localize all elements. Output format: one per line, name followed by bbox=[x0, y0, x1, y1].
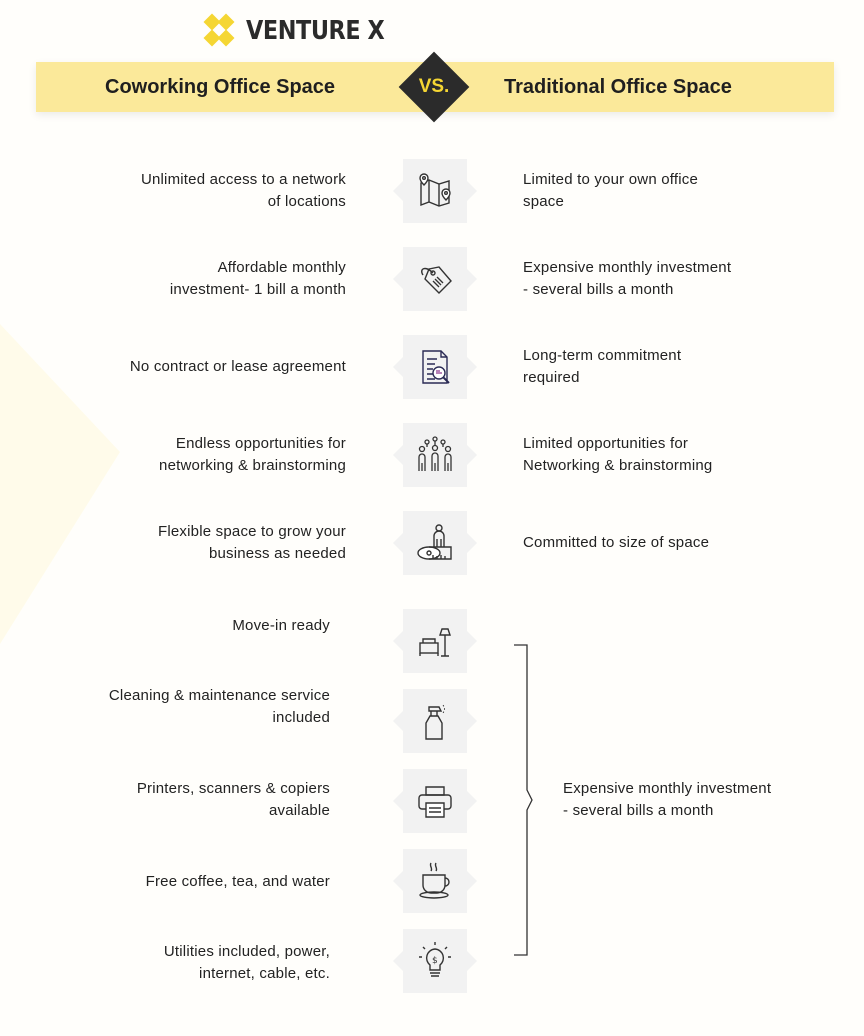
row-5-traditional: Committed to size of space bbox=[523, 534, 710, 551]
person-measure-icon bbox=[403, 511, 467, 575]
traditional-heading: Traditional Office Space bbox=[504, 76, 732, 98]
row-3-traditional: Long-term commitment required bbox=[523, 347, 682, 386]
svg-text:$: $ bbox=[432, 956, 438, 966]
spray-bottle-icon bbox=[403, 689, 467, 753]
row-1-coworking: Unlimited access to a network of locations bbox=[140, 171, 346, 210]
row-4-coworking: Endless opportunities for networking & brainstorming bbox=[159, 435, 346, 474]
coffee-cup-icon bbox=[403, 849, 467, 913]
row-2-coworking: Affordable monthly investment- 1 bill a month bbox=[169, 259, 346, 298]
group-traditional: Expensive monthly investment - several bills a month bbox=[563, 780, 772, 819]
row-1-traditional: Limited to your own office space bbox=[523, 171, 699, 210]
vs-label: VS. bbox=[418, 76, 450, 97]
contract-search-icon bbox=[403, 335, 467, 399]
row-4-traditional: Limited opportunities for Networking & brainstorming bbox=[523, 435, 713, 474]
group-row-4-coworking: Free coffee, tea, and water bbox=[145, 873, 330, 890]
group-row-2-coworking: Cleaning & maintenance service included bbox=[108, 687, 330, 726]
vs-badge bbox=[398, 51, 470, 123]
venture-x-logo bbox=[206, 14, 407, 48]
group-bracket bbox=[514, 644, 540, 956]
coworking-heading: Coworking Office Space bbox=[105, 76, 336, 98]
group-row-3-coworking: Printers, scanners & copiers available bbox=[136, 780, 330, 819]
row-5-coworking: Flexible space to grow your business as needed bbox=[158, 523, 346, 562]
lightbulb-dollar-icon bbox=[403, 929, 467, 993]
row-2-traditional: Expensive monthly investment - several bills a month bbox=[523, 259, 732, 298]
group-row-1-coworking: Move-in ready bbox=[232, 617, 330, 634]
brand-name: VENTURE X bbox=[246, 16, 385, 46]
background-accent bbox=[0, 260, 120, 740]
logo-diamonds-icon bbox=[206, 14, 240, 48]
map-icon bbox=[403, 159, 467, 223]
group-row-5-coworking: Utilities included, power, internet, cable, etc. bbox=[163, 943, 330, 982]
people-network-icon bbox=[403, 423, 467, 487]
price-tag-icon bbox=[403, 247, 467, 311]
printer-icon bbox=[403, 769, 467, 833]
furniture-lamp-icon bbox=[403, 609, 467, 673]
row-3-coworking: No contract or lease agreement bbox=[129, 358, 346, 375]
